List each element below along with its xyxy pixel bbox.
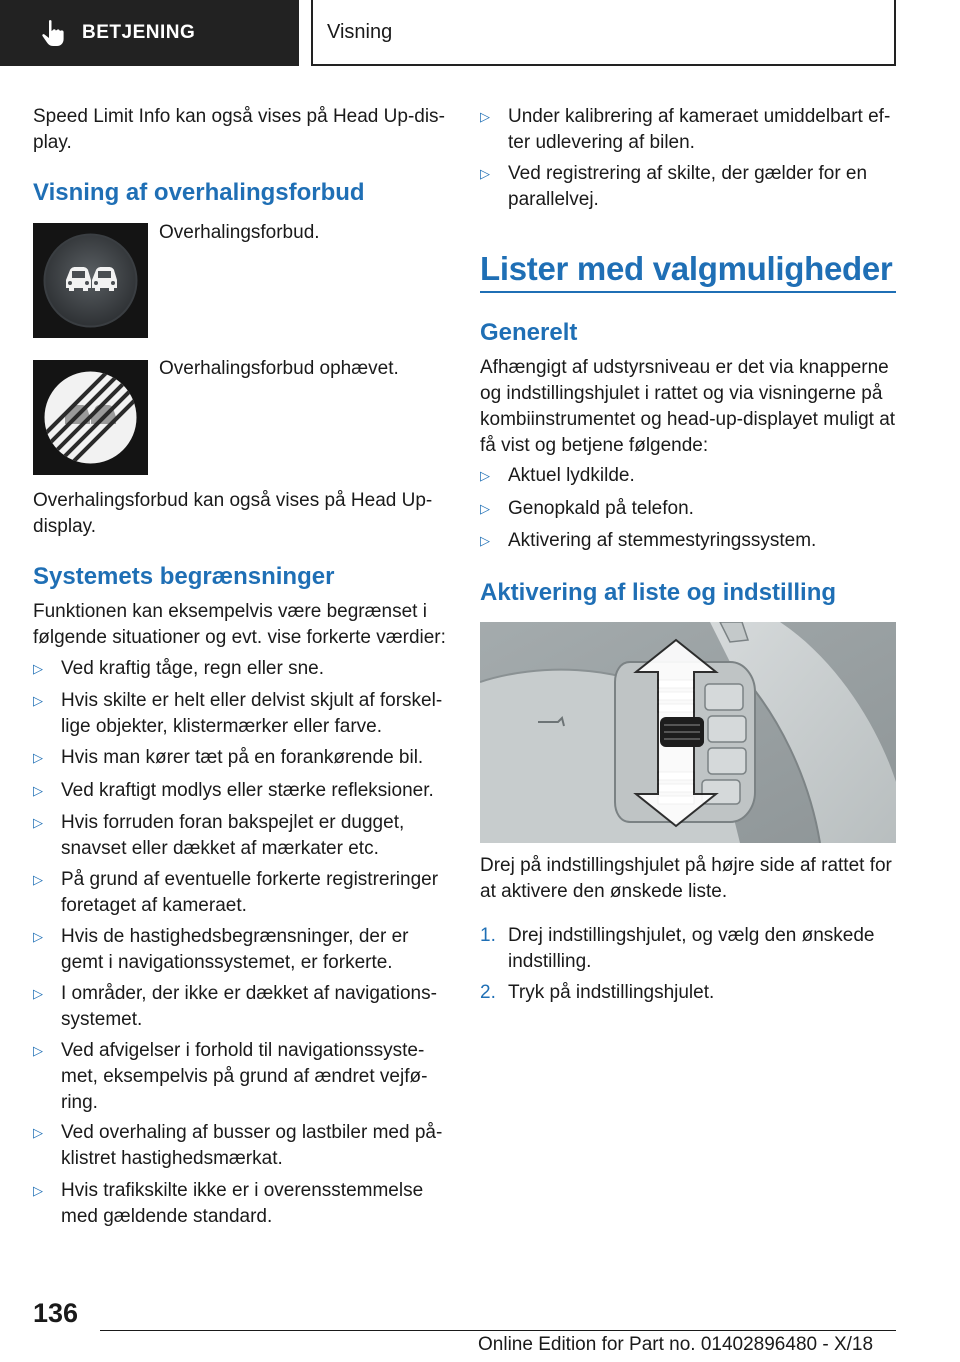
heading-rule	[480, 291, 896, 293]
bullet-triangle-icon: ▷	[33, 815, 43, 830]
bullet-triangle-icon: ▷	[33, 872, 43, 887]
bullet-triangle-icon: ▷	[33, 929, 43, 944]
lists-heading: Lister med valgmuligheder	[480, 250, 893, 287]
section-tab	[311, 0, 896, 66]
no-overtaking-sign-image	[33, 223, 148, 338]
page-number: 136	[33, 1298, 79, 1328]
overtaking-heading: Visning af overhalingsforbud	[33, 179, 365, 206]
bullet-triangle-icon: ▷	[480, 166, 490, 181]
activation-heading: Aktivering af liste og indstilling	[480, 579, 837, 606]
bullet-triangle-icon: ▷	[33, 1125, 43, 1140]
overtaking-head-up-paragraph: Overhalingsforbud kan også vises på Head Up-display.	[33, 490, 433, 537]
chapter-label: BETJENING	[82, 22, 196, 43]
step-number: 2.	[480, 982, 496, 1003]
bullet-triangle-icon: ▷	[480, 533, 490, 548]
bullet-triangle-icon: ▷	[33, 661, 43, 676]
bullet-triangle-icon: ▷	[33, 986, 43, 1001]
steering-wheel-controls-image	[480, 622, 896, 843]
step-number: 1.	[480, 925, 496, 946]
pointing-hand-icon	[40, 19, 66, 47]
bullet-triangle-icon: ▷	[33, 1183, 43, 1198]
bullet-triangle-icon: ▷	[480, 109, 490, 124]
limitations-heading: Systemets begrænsninger	[33, 563, 335, 590]
end-no-overtaking-sign-image	[33, 360, 148, 475]
head-up-info-paragraph: Speed Limit Info kan også vises på Head Up-display.	[33, 106, 445, 153]
bullet-triangle-icon: ▷	[33, 1043, 43, 1058]
limitations-intro: Funktionen kan eksempelvis være begrænset i følgende situationer og evt. vise forkerte værdier:	[33, 601, 446, 648]
general-heading: Generelt	[480, 319, 578, 346]
bullet-triangle-icon: ▷	[33, 750, 43, 765]
bullet-triangle-icon: ▷	[33, 693, 43, 708]
edition-text: Online Edition for Part no. 01402896480 - X/18	[478, 1334, 874, 1355]
section-label: Visning	[327, 20, 393, 43]
activation-paragraph: Drej på indstillingshjulet på højre side af rattet for at aktivere den ønskede liste.	[480, 855, 892, 902]
bullet-triangle-icon: ▷	[33, 783, 43, 798]
chapter-tab	[0, 0, 299, 66]
footer-rule	[100, 1330, 896, 1331]
general-paragraph: Afhængigt af udstyrsniveau er det via knapperne og indstillingshjulet i rattet og via visningerne på kombiinstrumentet og head-up-displayet muligt at få vist og betjene følgende:	[480, 357, 896, 456]
no-overtaking-caption: Overhalingsforbud.	[159, 222, 320, 243]
bullet-triangle-icon: ▷	[480, 501, 490, 516]
bullet-triangle-icon: ▷	[480, 468, 490, 483]
end-no-overtaking-caption: Overhalingsforbud ophævet.	[159, 358, 399, 379]
